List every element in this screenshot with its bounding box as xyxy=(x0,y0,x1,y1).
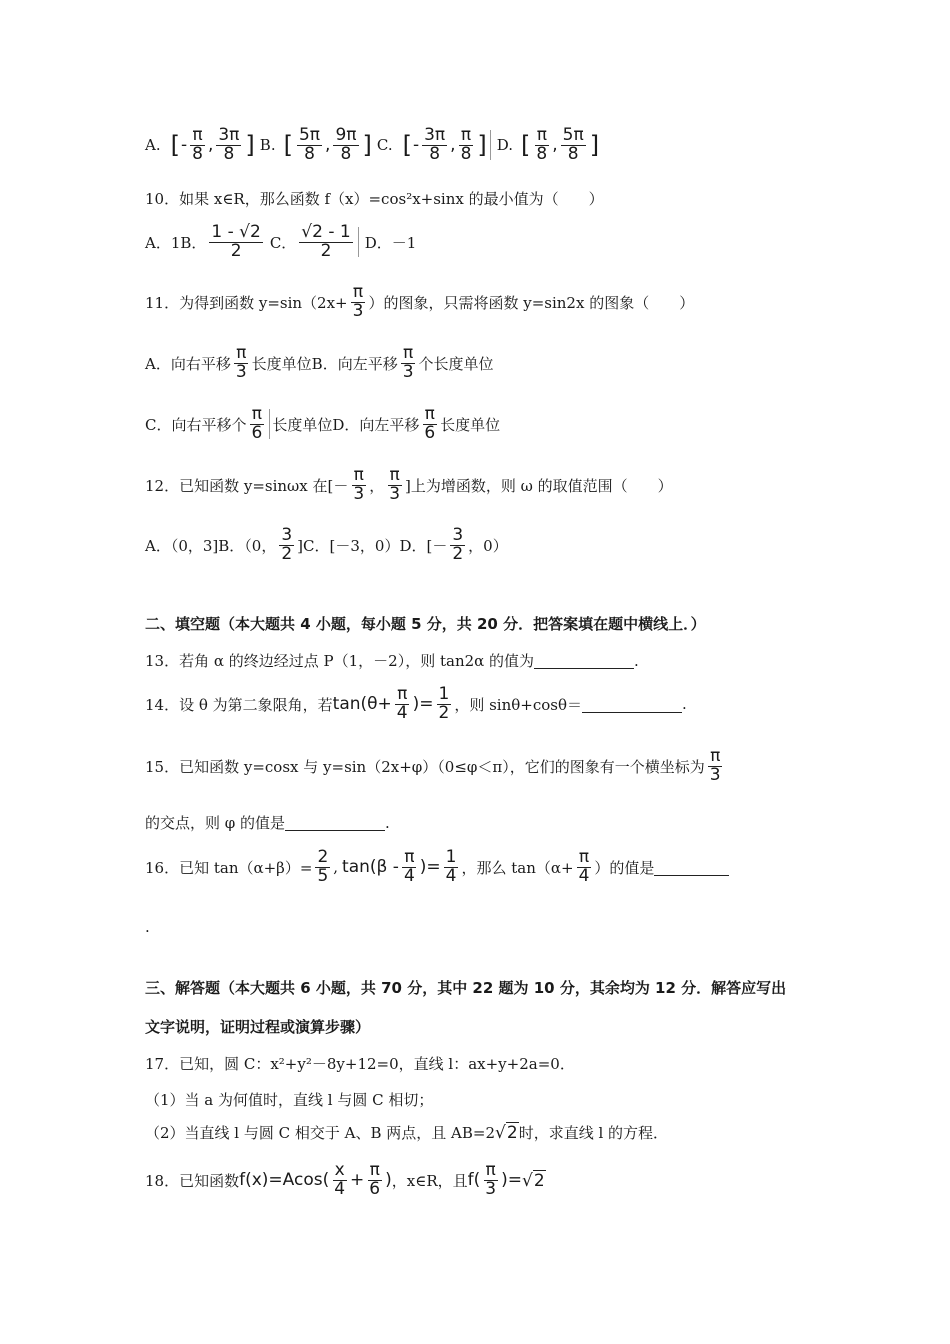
comma: , xyxy=(552,135,558,156)
q15-answer-blank[interactable] xyxy=(285,814,385,831)
section3-title-line2 xyxy=(145,1016,370,1037)
frac-c1: $\frac{3\pi}{8}$ xyxy=(424,125,446,164)
q13-answer-blank[interactable] xyxy=(534,652,634,669)
q14-frac-half: $\frac{1}{2}$ xyxy=(438,684,450,723)
frac-b2: $\frac{9\pi}{8}$ xyxy=(335,125,357,164)
q18-frac-pi3: $\frac{\pi}{3}$ xyxy=(485,1160,497,1199)
q11-option-a: A．向右平移 xyxy=(145,354,231,373)
q14 xyxy=(145,686,687,723)
q12-comma: ， xyxy=(369,476,385,495)
q12-frac-1: $\frac{\pi}{3}$ xyxy=(353,465,365,504)
q17-part1 xyxy=(145,1089,433,1110)
q18-eq: )= xyxy=(501,1170,522,1191)
q17-part2 xyxy=(145,1122,668,1143)
q17-part2-post: 时，求直线 l 的方程． xyxy=(518,1124,669,1142)
q17-stem-text: 17．已知，圆 C：x²+y²－8y+12=0，直线 l：ax+y+2a=0． xyxy=(145,1055,575,1073)
q11-frac-pi3: $\frac{\pi}{3}$ xyxy=(352,282,364,321)
q14-tan-pre: tan(θ+ xyxy=(332,694,392,715)
q18-close: ) xyxy=(385,1170,392,1191)
section2-title xyxy=(145,613,706,634)
q18-frac-x4: $\frac{x}{4}$ xyxy=(334,1160,346,1199)
q11-stem-post: ）的图象，只需将函数 y=sin2x 的图象（ ） xyxy=(368,293,695,312)
q11-option-d-post: 长度单位 xyxy=(440,415,501,434)
q13-text: 13．若角 α 的终边经过点 P（1，－2），则 tan2α 的值为 xyxy=(145,652,535,670)
q16-mid: ，那么 tan（α+ xyxy=(461,858,574,877)
q14-pre: 14．设 θ 为第二象限角，若 xyxy=(145,695,333,714)
q9-options: A. [ - $\frac{\pi}{8}$ , $\frac{3\pi}{8}$ ] B. [ $\frac{5\pi}{8}$ , $\frac{9\pi}{8}$ ] C. [ - $\frac{3\pi}{8}$ , $\frac{\pi}{8}$ ] D. [ $\frac{\pi}{8}$ , $\frac{5\pi}{8}$ ] xyxy=(145,125,600,164)
option-c-label: C. xyxy=(376,136,393,155)
q16-tan-expr: tan(β - xyxy=(342,857,399,878)
q17-stem xyxy=(145,1053,575,1074)
frac-a1: $\frac{\pi}{8}$ xyxy=(192,125,203,164)
q10-option-a: A．1B． xyxy=(145,233,207,252)
q12-frac-b: $\frac{3}{2}$ xyxy=(281,525,293,564)
q18-plus: + xyxy=(350,1170,365,1191)
q11-frac-d: $\frac{\pi}{6}$ xyxy=(424,404,436,443)
q15-line1 xyxy=(145,748,726,785)
q12-options xyxy=(145,527,508,564)
q15-line2 xyxy=(145,812,390,833)
frac-c2: $\frac{\pi}{8}$ xyxy=(460,125,472,164)
q12-stem-pre: 12．已知函数 y=sinωx 在[－ xyxy=(145,476,349,495)
q16-eq: )= xyxy=(419,857,441,878)
q14-tan-post: )= xyxy=(412,694,434,715)
q11-option-c: C．向右平移个 xyxy=(145,415,247,434)
q11-options-cd xyxy=(145,406,500,443)
q18-pre: 18．已知函数 xyxy=(145,1171,240,1190)
q12-option-ab: A．（0，3]B．（0， xyxy=(145,536,277,555)
minus-sign: - xyxy=(180,135,188,156)
q12-option-cd: ]C．[－3，0）D．[－ xyxy=(297,536,448,555)
q15-end: . xyxy=(385,813,390,832)
q16-frac-2-5: $\frac{2}{5}$ xyxy=(317,847,329,886)
q15-line2-text: 的交点，则 φ 的值是 xyxy=(145,814,286,832)
q12-frac-d: $\frac{3}{2}$ xyxy=(452,525,464,564)
q11-frac-a: $\frac{\pi}{3}$ xyxy=(235,343,247,382)
q16-dot xyxy=(145,918,150,936)
frac-b1: $\frac{5\pi}{8}$ xyxy=(298,125,321,164)
q16-pre: 16．已知 tan（α+β）= xyxy=(145,858,313,877)
q13 xyxy=(145,650,639,671)
q16-frac-1-4: $\frac{1}{4}$ xyxy=(445,847,457,886)
q11-option-d: 长度单位D．向左平移 xyxy=(272,415,420,434)
q16-answer-blank[interactable] xyxy=(654,859,729,876)
option-d-label: D. xyxy=(496,136,514,155)
frac-d1: $\frac{\pi}{8}$ xyxy=(536,125,548,164)
q14-end: . xyxy=(682,695,687,714)
q17-part1-text: （1）当 a 为何值时，直线 l 与圆 C 相切； xyxy=(145,1091,434,1109)
q10-frac-b: $\frac{1 - √2}{2}$ xyxy=(211,222,261,261)
q18-frac-pi6: $\frac{\pi}{6}$ xyxy=(369,1160,381,1199)
comma: , xyxy=(207,135,214,156)
frac-d2: $\frac{5\pi}{8}$ xyxy=(562,125,584,164)
q18 xyxy=(145,1162,546,1199)
section3-title-text1: 三、解答题（本大题共 6 小题，共 70 分，其中 22 题为 10 分，其余均为 12 分．解答应写出 xyxy=(145,979,787,997)
q11-frac-c: $\frac{\pi}{6}$ xyxy=(251,404,263,443)
q16-frac-pi4b: $\frac{\pi}{4}$ xyxy=(578,847,590,886)
q16-dot-text: . xyxy=(145,918,150,936)
frac-a2: $\frac{3\pi}{8}$ xyxy=(218,125,240,164)
q12-stem xyxy=(145,467,673,504)
q11-option-b-post: 个长度单位 xyxy=(418,354,494,373)
section3-title-text2: 文字说明，证明过程或演算步骤） xyxy=(145,1018,371,1036)
q16-post: ）的值是 xyxy=(594,858,655,877)
q16: 16．已知 tan（α+β）= $\frac{2}{5}$ , tan(β - $\frac{\pi}{4}$ )= $\frac{1}{4}$ ，那么 tan（α+ $\frac{\pi}{4}$ ）的值是 xyxy=(145,849,729,886)
q15-frac-pi3: $\frac{\pi}{3}$ xyxy=(709,746,721,785)
sqrt-symbol: √ 2 xyxy=(495,1123,518,1143)
q11-options-ab xyxy=(145,345,494,382)
q15-line1-text: 15．已知函数 y=cosx 与 y=sin（2x+φ）（0≤φ＜π），它们的图象有一个横坐标为 xyxy=(145,757,705,776)
section3-title-line1 xyxy=(145,977,786,998)
option-b-label: B. xyxy=(259,136,276,155)
q14-post: ，则 sinθ+cosθ＝ xyxy=(454,695,583,714)
sqrt-symbol: √ 2 xyxy=(521,1170,545,1191)
q14-answer-blank[interactable] xyxy=(582,696,682,713)
q12-stem-post: ]上为增函数，则 ω 的取值范围（ ） xyxy=(405,476,673,495)
q10-option-d: D．－1 xyxy=(364,233,417,252)
minus-sign: - xyxy=(412,135,420,156)
q12-option-end: ，0） xyxy=(468,536,508,555)
q18-mid: ，x∈R，且 xyxy=(391,1171,468,1190)
q13-end: . xyxy=(634,651,639,670)
comma: , xyxy=(450,135,456,156)
q17-part2-pre: （2）当直线 l 与圆 C 相交于 A、B 两点，且 AB=2 xyxy=(145,1124,496,1142)
q10-stem-text: 10．如果 x∈R，那么函数 f（x）=cos²x+sinx 的最小值为（ ） xyxy=(145,190,604,208)
q12-frac-2: $\frac{\pi}{3}$ xyxy=(389,465,401,504)
comma: , xyxy=(325,135,331,156)
q18-f-val: f( xyxy=(467,1170,481,1191)
q10-frac-c: $\frac{√2 - 1}{2}$ xyxy=(301,222,351,261)
q11-option-b: 长度单位B．向左平移 xyxy=(251,354,398,373)
q11-stem-pre: 11．为得到函数 y=sin（2x+ xyxy=(145,293,348,312)
q10-options xyxy=(145,224,416,261)
q10-stem xyxy=(145,188,604,209)
option-a-label: A. xyxy=(145,136,161,155)
q10-option-c: C． xyxy=(269,233,297,252)
q11-stem xyxy=(145,284,694,321)
section2-title-text: 二、填空题（本大题共 4 小题，每小题 5 分，共 20 分．把答案填在题中横线上．） xyxy=(145,615,706,633)
q14-frac-pi4: $\frac{\pi}{4}$ xyxy=(396,684,408,723)
q18-f-expr: f(x)=Acos( xyxy=(239,1170,330,1191)
q11-frac-b: $\frac{\pi}{3}$ xyxy=(402,343,414,382)
q16-frac-pi4: $\frac{\pi}{4}$ xyxy=(403,847,415,886)
